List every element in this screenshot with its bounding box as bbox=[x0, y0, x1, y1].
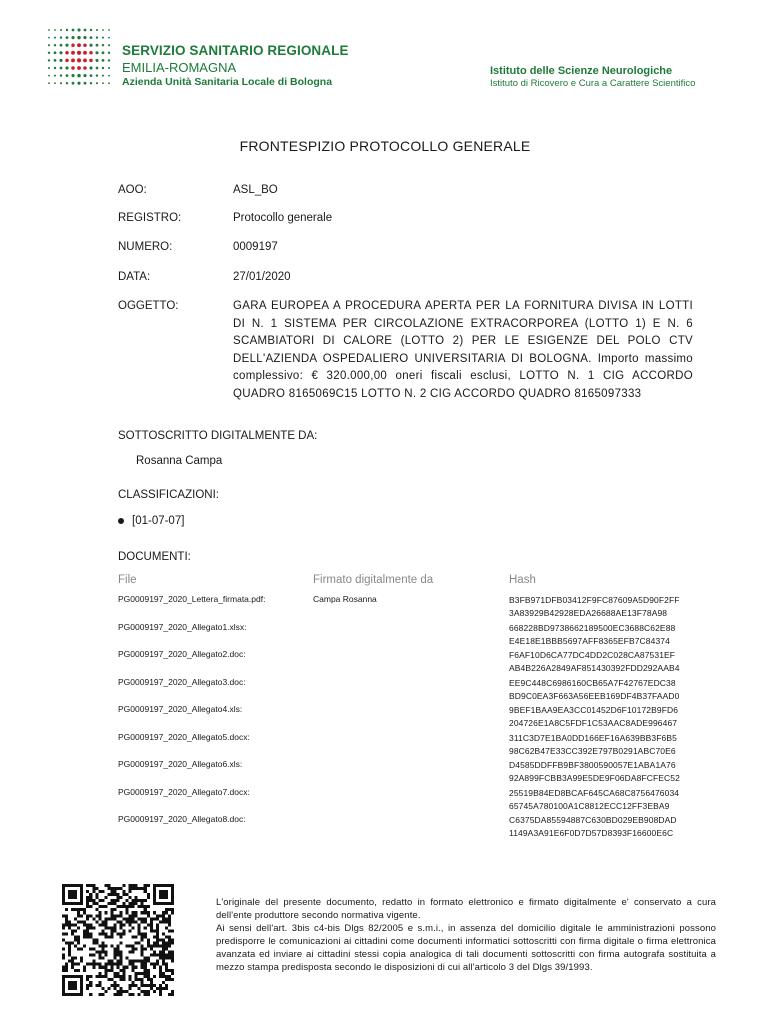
signed-column-header: Firmato digitalmente da bbox=[313, 574, 434, 586]
document-hash-line-1: 311C3D7E1BA0DD166EF16A639BB3F6B5 bbox=[509, 732, 677, 743]
aoo-value: ASL_BO bbox=[233, 184, 278, 196]
registro-value: Protocollo generale bbox=[233, 212, 333, 224]
document-hash-line-2: 98C62B47E33CC392E797B0291ABC70E6 bbox=[509, 745, 676, 756]
document-file-name: PG0009197_2020_Lettera_firmata.pdf: bbox=[118, 594, 266, 604]
qr-code bbox=[58, 884, 178, 996]
document-file-name: PG0009197_2020_Allegato1.xlsx: bbox=[118, 621, 247, 632]
document-hash-line-1: F6AF10D6CA77DC4DD2C028CA87531EF bbox=[509, 650, 676, 660]
numero-label: NUMERO: bbox=[118, 241, 173, 253]
data-value: 27/01/2020 bbox=[233, 271, 291, 283]
document-file-name: PG0009197_2020_Allegato3.doc: bbox=[118, 676, 246, 687]
oggetto-label: OGGETTO: bbox=[118, 300, 179, 312]
document-file-name: PG0009197_2020_Allegato4.xls: bbox=[118, 704, 243, 714]
document-hash-line-2: 1149A3A91E6F0D7D57D8393F16600E6C bbox=[509, 828, 674, 838]
classification-item bbox=[118, 515, 184, 527]
document-file-name: PG0009197_2020_Allegato7.docx: bbox=[118, 786, 250, 797]
document-file-name: PG0009197_2020_Allegato5.docx: bbox=[118, 731, 250, 742]
document-hash-line-2: 65745A780100A1C8812ECC12FF3EBA9 bbox=[509, 800, 670, 811]
institute-line-2: Istituto di Ricovero e Cura a Carattere Scientifico bbox=[490, 78, 696, 89]
document-hash-line-1: 9BEF1BAA9EA3CC01452D6F10172B9FD6 bbox=[509, 705, 679, 715]
classifications-label: CLASSIFICAZIONI: bbox=[118, 489, 219, 501]
document-hash-line-2: 92A899FCBB3A99E5DE9F06DA8FCFEC52 bbox=[509, 773, 680, 783]
institute-header bbox=[490, 66, 695, 89]
document-title: FRONTESPIZIO PROTOCOLLO GENERALE bbox=[239, 138, 531, 154]
org-line-1: SERVIZIO SANITARIO REGIONALE bbox=[122, 43, 349, 58]
legal-footer bbox=[216, 896, 716, 974]
document-hash-line-1: D4585DDFFB9BF3800590057E1ABA1A76 bbox=[509, 760, 676, 770]
document-hash-line-1: C6375DA85594887C630BD029EB908DAD bbox=[509, 815, 677, 825]
signer-name: Rosanna Campa bbox=[136, 455, 223, 467]
document-hash-line-2: 204726E1A8C5FDF1C53AAC8ADE996467 bbox=[509, 718, 678, 728]
document-file-name: PG0009197_2020_Allegato8.doc: bbox=[118, 814, 246, 824]
org-line-2: EMILIA-ROMAGNA bbox=[122, 59, 237, 75]
ssr-logo-grid bbox=[46, 26, 112, 88]
numero-value: 0009197 bbox=[233, 241, 278, 253]
document-hash-line-1: 25519B84ED8BCAF645CA68C8756476034 bbox=[509, 787, 680, 798]
document-hash-line-1: 668228BD9738662189500EC3688C62E88 bbox=[509, 622, 676, 633]
document-file-name: PG0009197_2020_Allegato6.xls: bbox=[118, 759, 243, 769]
footer-paragraph-1: L'originale del presente documento, redatto in formato elettronico e firmato digitalmente e' conservato a cura dell'ente produttore secondo normativa vigente. bbox=[216, 897, 716, 921]
registro-label: REGISTRO: bbox=[118, 212, 182, 224]
data-label: DATA: bbox=[118, 271, 151, 283]
document-file-name: PG0009197_2020_Allegato2.doc: bbox=[118, 649, 246, 659]
file-column-header: File bbox=[118, 574, 137, 586]
footer-paragraph-2: Ai sensi dell'art. 3bis c4-bis Dlgs 82/2005 e s.m.i., in assenza del domicilio digitale le amministrazioni possono predisporre le comunicazioni ai cittadini come documenti informatici sottoscritti con firma digitale o firma elettronica avanzata ed inviare ai cittadini stessi copia analogica di tali documenti sottoscritti con firma autografa sostituita a mezzo stampa predisposta secondo le disposizioni di cui all'articolo 3 del Dlgs 39/1993. bbox=[216, 923, 716, 973]
oggetto-value: GARA EUROPEA A PROCEDURA APERTA PER LA FORNITURA DIVISA IN LOTTI DI N. 1 SISTEMA PER CIRCOLAZIONE EXTRACORPOREA (LOTTO 1) E N. 6 SCAMBIATORI DI CALORE (LOTTO 2) PER LE ESIGENZE DEL POLO CTV DELL'AZIENDA OSPEDALIERO UNIVERSITARIA DI BOLOGNA. Importo massimo complessivo: € 320.000,00 oneri fiscali esclusi, LOTTO N. 1 CIG ACCORDO QUADRO 8165069C15 LOTTO N. 2 CIG ACCORDO QUADRO 8165097333 bbox=[233, 300, 693, 400]
institute-line-1: Istituto delle Scienze Neurologiche bbox=[490, 65, 673, 77]
document-signer: Campa Rosanna bbox=[313, 594, 377, 604]
document-hash-line-2: AB4B226A2849AF851430392FDD292AAB4 bbox=[509, 663, 680, 673]
aoo-label: AOO: bbox=[118, 184, 147, 196]
document-hash-line-2: 3A83929B42928EDA26688AE13F78A98 bbox=[509, 608, 668, 618]
classification-code: [01-07-07] bbox=[132, 515, 185, 527]
hash-column-header: Hash bbox=[509, 574, 536, 586]
document-hash-line-1: EE9C448C6986160CB65A7F42767EDC38 bbox=[509, 677, 676, 688]
documents-label: DOCUMENTI: bbox=[118, 551, 191, 563]
document-hash-line-1: B3FB971DFB03412F9FC87609A5D90F2FF bbox=[509, 595, 680, 605]
signed-by-label: SOTTOSCRITTO DIGITALMENTE DA: bbox=[118, 430, 318, 442]
organization-header bbox=[122, 44, 349, 87]
org-line-3: Azienda Unità Sanitaria Locale di Bologna bbox=[122, 75, 333, 88]
document-hash-line-2: BD9C0EA3F663A56EEB169DF4B37FAAD0 bbox=[509, 690, 680, 701]
bullet-icon bbox=[118, 518, 124, 524]
document-hash-line-2: E4E18E1BBB5697AFF8365EFB7C84374 bbox=[509, 635, 670, 646]
